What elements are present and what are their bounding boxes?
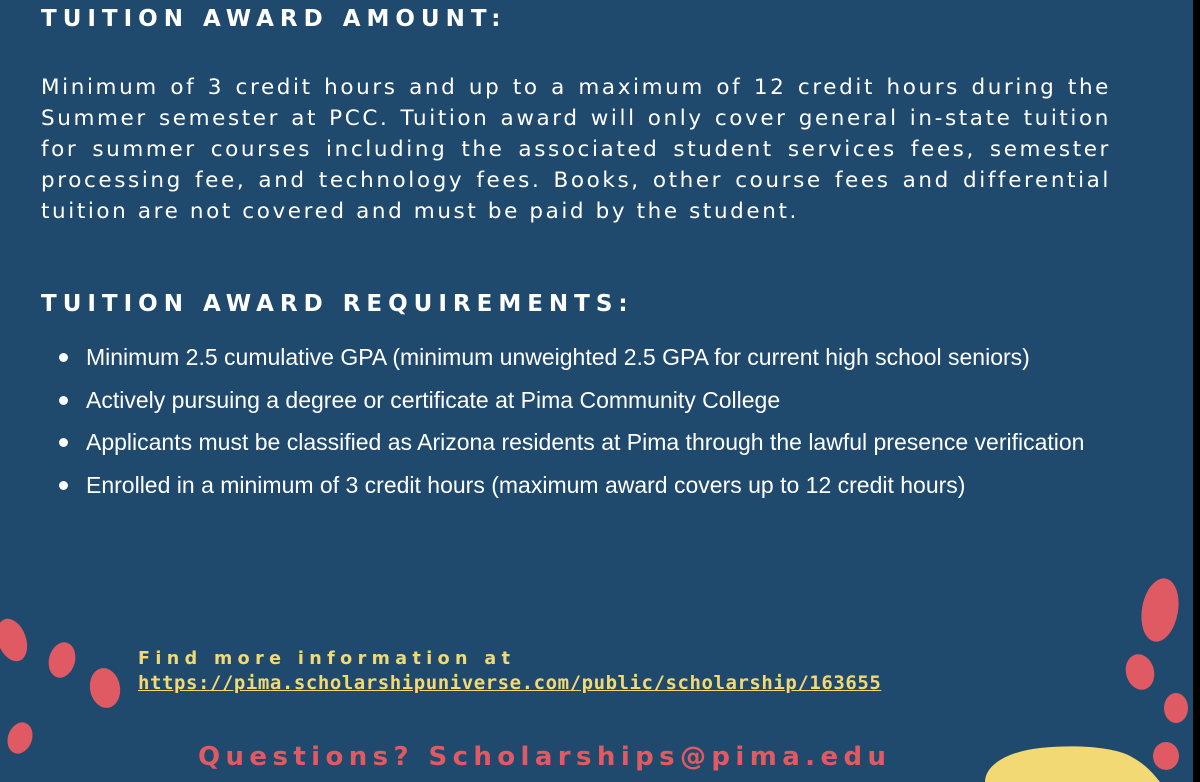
bullet-icon (59, 353, 68, 362)
more-info (138, 648, 881, 696)
list-item (55, 464, 1085, 507)
tuition-award-requirements-heading: TUITION AWARD REQUIREMENTS: (41, 291, 634, 317)
questions-contact: Questions? Scholarships@pima.edu (198, 742, 892, 772)
requirements-list (55, 336, 1085, 506)
list-item (55, 421, 1085, 464)
tuition-award-amount-text: Minimum of 3 credit hours and up to a maximum of 12 credit hours during the Summer semester at PCC. Tuition award will only cover general in-state tuition for summer courses including the associated student services fees, semester processing fee, and technology fees. Books, other course fees and differential tuition are not covered and must be paid by the student. (41, 75, 1111, 224)
bullet-icon (59, 481, 68, 490)
dot-right-4 (1153, 742, 1179, 770)
dot-right-3 (1164, 693, 1188, 723)
more-info-label: Find more information at (138, 649, 516, 669)
dot-left-2 (45, 639, 79, 681)
list-item (55, 379, 1085, 422)
scholarship-link[interactable]: https://pima.scholarshipuniverse.com/public/scholarship/163655 (138, 672, 882, 694)
tuition-award-amount-heading: TUITION AWARD AMOUNT: (41, 6, 507, 32)
dot-left-4 (3, 719, 36, 757)
bullet-icon (59, 438, 68, 447)
dot-left-3 (87, 666, 123, 711)
dot-right-2 (1122, 651, 1158, 693)
bullet-icon (59, 396, 68, 405)
requirement-text: Actively pursuing a degree or certificate at Pima Community College (86, 386, 781, 413)
requirement-text: Minimum 2.5 cumulative GPA (minimum unweighted 2.5 GPA for current high school seniors) (86, 344, 1030, 370)
requirement-text: Applicants must be classified as Arizona residents at Pima through the lawful presence verification (86, 429, 1085, 455)
dot-right-1 (1137, 575, 1184, 644)
list-item (55, 336, 1085, 379)
yellow-brush-stroke (985, 746, 1160, 782)
dot-left-1 (0, 615, 33, 666)
requirement-text: Enrolled in a minimum of 3 credit hours (maximum award covers up to 12 credit hours) (86, 471, 966, 498)
right-border (1193, 0, 1200, 782)
